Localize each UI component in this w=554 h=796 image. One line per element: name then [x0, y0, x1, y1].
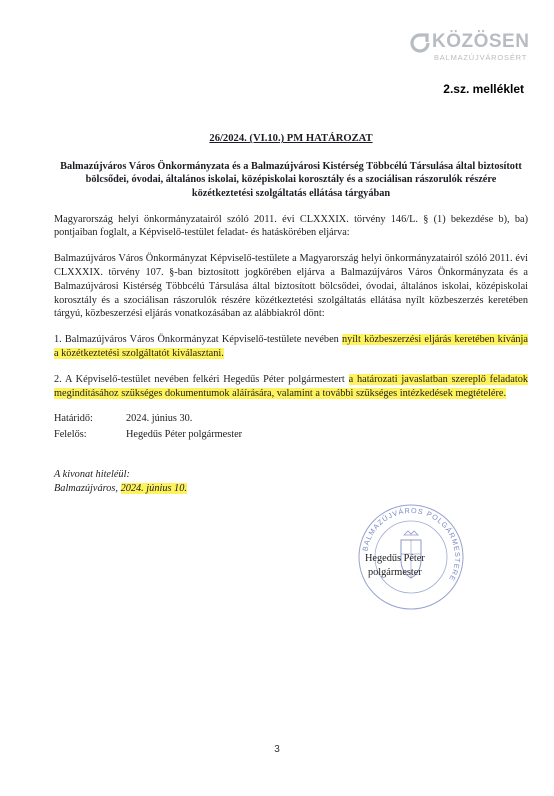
- deadline-block: [54, 412, 528, 442]
- svg-text:BALMAZÚJVÁROS POLGÁRMESTERE: BALMAZÚJVÁROS POLGÁRMESTERE: [360, 505, 463, 584]
- responsible-value: Hegedűs Péter polgármester: [126, 429, 243, 441]
- decision-point-1: [54, 333, 528, 361]
- logo-mark-icon: [410, 33, 430, 53]
- deadline-value: 2024. június 30.: [126, 413, 193, 425]
- signatory-name: Hegedűs Péter: [365, 553, 425, 564]
- decision-point-2: [54, 373, 528, 401]
- intro-paragraph-1: Magyarország helyi önkormányzatairól szóló 2011. évi CLXXXIX. törvény 146/L. § (1) bekezdése b), ba) pontjaiban foglalt, a Képviselő-testület feladat- és hatáskörében eljárva:: [54, 213, 528, 239]
- logo-name: KÖZÖSEN: [432, 31, 530, 52]
- certify-line: A kivonat hiteléül:: [54, 468, 130, 480]
- resolution-title: 26/2024. (VI.10.) PM HATÁROZAT: [209, 133, 373, 144]
- logo-subtitle: BALMAZÚJVÁROSÉRT: [434, 53, 528, 62]
- place-date-line: [54, 482, 528, 496]
- resolution-subject: Balmazújváros Város Önkormányzata és a Balmazújvárosi Kistérség Többcélú Társulása által biztosított bölcsődei, óvodai, általános iskolai, középiskolai korosztály és a szociálisan rászorulók részére közétkeztetési szolgáltatás ellátása tárgyában: [60, 160, 522, 199]
- point-1-highlight: nyílt közbeszerzési eljárás keretében kívánja a közétkeztetési szolgáltatót kiválasztani.: [54, 334, 528, 359]
- deadline-label: Határidő:: [54, 413, 93, 425]
- annex-label: 2.sz. melléklet: [443, 82, 524, 96]
- place-text: Balmazújváros,: [54, 482, 121, 494]
- responsible-label: Felelős:: [54, 429, 87, 441]
- signature-block: [365, 552, 425, 580]
- signatory-role: polgármester: [368, 566, 422, 578]
- point-1-text: 1. Balmazújváros Város Önkormányzat Képviselő-testülete nevében: [54, 334, 342, 346]
- kozosen-logo: [410, 31, 530, 65]
- point-2-text: 2. A Képviselő-testület nevében felkéri Hegedűs Péter polgármestert: [54, 373, 349, 385]
- point-2-highlight: a határozati javaslatban szereplő feladatok megindításához szükséges dokumentumok aláírására, valamint a további szükséges intézkedések megtételére.: [54, 373, 528, 399]
- page-number: 3: [274, 744, 280, 755]
- certification-block: [54, 468, 528, 496]
- date-highlight: 2024. június 10.: [120, 482, 187, 494]
- intro-paragraph-2: Balmazújváros Város Önkormányzat Képviselő-testülete a Magyarország helyi önkormányzatairól szóló 2011. évi CLXXXIX. törvény 107. §-ban biztosított jogkörében eljárva a Balmazújváros Város Önkormányzata és a Balmazújvárosi Kistérség Többcélú Társulása által biztosított bölcsődei, óvodai, általános iskolai, középiskolai korosztály és a szociálisan rászorulók részére közétkeztetési szolgáltatás ellátása nyílt közbeszerzés keretében tárgyú, közbeszerzési eljárás vonatkozásában az alábbiakról dönt:: [54, 253, 528, 320]
- resolution-body: [54, 132, 528, 496]
